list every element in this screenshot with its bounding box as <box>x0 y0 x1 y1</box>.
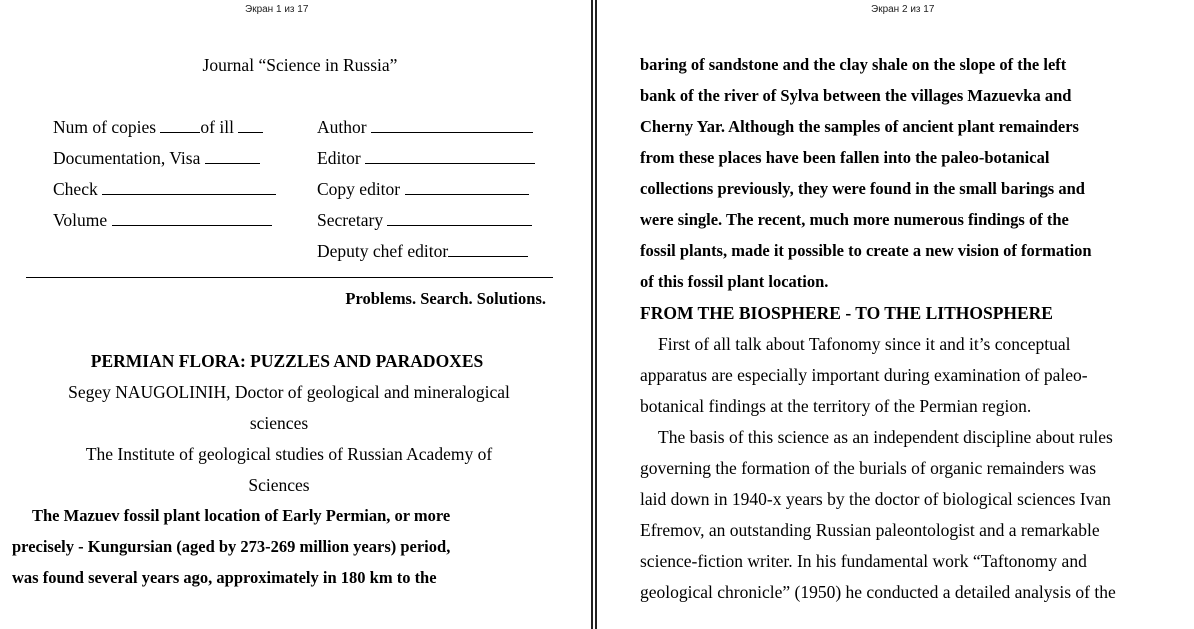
divider-line <box>591 0 593 629</box>
blank-line <box>448 241 528 257</box>
blank-line <box>365 148 535 164</box>
form-field-editor <box>317 147 535 169</box>
page-indicator: Экран 2 из 17 <box>871 4 935 15</box>
form-field-label: Check <box>53 179 98 199</box>
form-field-secretary <box>317 209 532 231</box>
body-line: Efremov, an outstanding Russian paleontologist and a remarkable <box>640 520 1100 540</box>
form-field-label: Documentation, Visa <box>53 148 201 168</box>
paragraph-line: were single. The recent, much more numerous findings of the <box>640 210 1069 229</box>
form-field-num-copies <box>53 116 263 138</box>
form-field-label: Deputy chef editor <box>317 241 449 261</box>
section-heading: FROM THE BIOSPHERE - TO THE LITHOSPHERE <box>640 303 1053 323</box>
form-field-label: Author <box>317 117 367 137</box>
form-field-label: Editor <box>317 148 361 168</box>
institute-line: Sciences <box>248 475 310 495</box>
blank-line <box>238 117 263 133</box>
document-page-2 <box>597 0 1194 629</box>
form-field-label: Num of copies <box>53 117 157 137</box>
form-field-label: Copy editor <box>317 179 401 199</box>
form-field-check <box>53 178 276 200</box>
page-indicator: Экран 1 из 17 <box>245 4 309 15</box>
body-line: laid down in 1940-x years by the doctor of biological sciences Ivan <box>640 489 1111 509</box>
paragraph-line: Cherny Yar. Although the samples of ancient plant remainders <box>640 117 1079 136</box>
blank-line <box>205 148 260 164</box>
body-line: botanical findings at the territory of the Permian region. <box>640 396 1032 416</box>
form-field-suffix: of ill <box>200 117 234 137</box>
form-field-deputy-chef-editor <box>317 240 528 262</box>
lead-paragraph-line: precisely - Kungursian (aged by 273-269 million years) period, <box>12 537 451 556</box>
section-label: Problems. Search. Solutions. <box>345 289 546 308</box>
paragraph-line: collections previously, they were found in the small barings and <box>640 179 1085 198</box>
body-line: apparatus are especially important during examination of paleo- <box>640 365 1088 385</box>
body-line: science-fiction writer. In his fundamental work “Taftonomy and <box>640 551 1087 571</box>
paragraph-line: bank of the river of Sylva between the villages Mazuevka and <box>640 86 1072 105</box>
page-divider <box>590 0 597 629</box>
form-field-documentation <box>53 147 260 169</box>
blank-line <box>371 117 533 133</box>
lead-paragraph-line: The Mazuev fossil plant location of Early Permian, or more <box>32 506 451 525</box>
blank-line <box>405 179 529 195</box>
form-field-author <box>317 116 533 138</box>
paragraph-line: baring of sandstone and the clay shale on the slope of the left <box>640 55 1067 74</box>
lead-paragraph-line: was found several years ago, approximately in 180 km to the <box>12 568 437 587</box>
form-field-label: Secretary <box>317 210 384 230</box>
body-line: The basis of this science as an independent discipline about rules <box>658 427 1113 447</box>
paragraph-line: from these places have been fallen into the paleo-botanical <box>640 148 1050 167</box>
author-line: sciences <box>249 413 309 433</box>
paragraph-line: of this fossil plant location. <box>640 272 829 291</box>
journal-title: Journal “Science in Russia” <box>202 55 398 75</box>
body-line: First of all talk about Tafonomy since it and it’s conceptual <box>658 334 1071 354</box>
institute-line: The Institute of geological studies of Russian Academy of <box>85 444 493 464</box>
document-page-1 <box>0 0 590 629</box>
form-field-copy-editor <box>317 178 529 200</box>
paragraph-line: fossil plants, made it possible to create a new vision of formation <box>640 241 1092 260</box>
blank-line <box>112 210 272 226</box>
blank-line <box>160 117 200 133</box>
body-line: governing the formation of the burials of organic remainders was <box>640 458 1096 478</box>
form-field-label: Volume <box>53 210 108 230</box>
blank-line <box>102 179 276 195</box>
article-title: PERMIAN FLORA: PUZZLES AND PARADOXES <box>90 351 484 371</box>
blank-line <box>387 210 532 226</box>
horizontal-rule <box>26 277 553 278</box>
author-line: Segey NAUGOLINIH, Doctor of geological and mineralogical <box>68 382 510 402</box>
form-field-volume <box>53 209 272 231</box>
body-line: geological chronicle” (1950) he conducted a detailed analysis of the <box>640 582 1116 602</box>
